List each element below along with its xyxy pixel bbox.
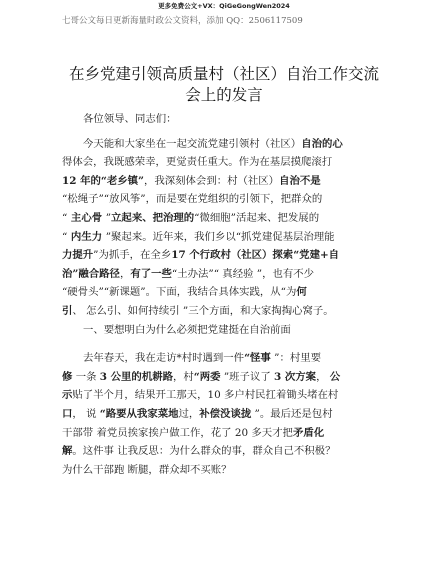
p1-text: ”三个方面，和大家掏掏心窝子。 bbox=[182, 304, 334, 317]
p1-line bbox=[62, 190, 392, 209]
p1-emphasis: “党建+自 bbox=[293, 249, 340, 262]
p2-text: ”班子议了 bbox=[220, 370, 271, 383]
p1-text: “新课题 bbox=[103, 286, 141, 299]
p1-text: 聚起来。近年来，我们乡以“抓党建促基层治理能 bbox=[111, 230, 335, 243]
p1-line bbox=[62, 265, 392, 284]
p2-text: ， bbox=[72, 407, 83, 420]
p1-line bbox=[62, 246, 392, 265]
p1-line bbox=[62, 209, 392, 228]
p2-emphasis: “两委 bbox=[193, 370, 221, 383]
p2-emphasis: “怪事 bbox=[244, 352, 271, 365]
p2-line bbox=[62, 349, 392, 368]
p2-text: 去年春天，我在走访*村时遇到一件 bbox=[83, 352, 245, 365]
p1-text: ”为抓手，在全乡 bbox=[93, 249, 172, 262]
p1-line bbox=[62, 302, 392, 321]
p1-text: 活起来、把发展的 bbox=[235, 211, 320, 224]
title-line-1: 在乡党建引领高质量村（社区）自治工作交流 bbox=[68, 65, 379, 83]
salutation: 各位领导、同志们： bbox=[83, 113, 177, 125]
p1-text: “ 真经验 ” bbox=[213, 267, 263, 280]
document-title bbox=[0, 64, 448, 106]
p1-emphasis: 引 bbox=[62, 304, 73, 317]
p2-line: 为什么干部跑 断腿，群众却不买账？ bbox=[62, 463, 232, 476]
p1-line bbox=[62, 172, 392, 191]
p1-emphasis: 17 个行政村（社区）探索 bbox=[171, 249, 294, 262]
document-body bbox=[62, 110, 392, 479]
p1-line: 得体会，我既感荣幸，更觉责任重大。作为在基层摸爬滚打 bbox=[62, 156, 333, 169]
p1-text: 、 怎么引、如何持续引 bbox=[72, 304, 183, 317]
p1-line bbox=[62, 283, 392, 302]
p2-emphasis: 修 bbox=[62, 370, 73, 383]
p1-text: ，也有不少 bbox=[262, 267, 315, 280]
p1-emphasis: 12 年的 bbox=[62, 174, 101, 187]
p1-emphasis: 力提升 bbox=[62, 249, 94, 262]
p1-emphasis: 立起来、把治理的 bbox=[111, 211, 195, 224]
section-heading: 一、要想明白为什么必须把党建挺在自治前面 bbox=[83, 323, 291, 336]
p2-text: 干部带 着党员挨家挨户做工作，花了 20 多天才把 bbox=[62, 426, 293, 439]
header-banner: 更多免费公文+VX：QiGeGongWen2024 bbox=[158, 2, 290, 10]
p1-emphasis: 有了一些 bbox=[130, 267, 172, 280]
p1-text: ，而是要在党组织的引领下，把群众的 bbox=[145, 193, 323, 206]
p2-line bbox=[62, 442, 392, 461]
p1-line bbox=[62, 228, 392, 247]
p2-emphasis: 解 bbox=[62, 445, 73, 458]
p1-text: “放风筝” bbox=[103, 193, 146, 206]
p1-emphasis: 治 bbox=[62, 267, 73, 280]
p2-text: ，村 bbox=[173, 370, 194, 383]
p1-text: ”。下面，我结合具体实践，从“为 bbox=[140, 286, 297, 299]
p2-emphasis: 3 公里的机耕路 bbox=[99, 370, 173, 383]
p2-emphasis: 公 bbox=[329, 370, 341, 383]
p1-text: ，我深刻体会到：村（社区） bbox=[143, 174, 280, 187]
p2-text: 过， bbox=[178, 407, 200, 420]
p1-text: “硬骨头” bbox=[62, 286, 104, 299]
p1-text: “松绳子” bbox=[62, 193, 104, 206]
p2-line bbox=[62, 405, 392, 424]
p1-text: ” bbox=[105, 211, 112, 224]
p1-emphasis: 内生力 bbox=[67, 230, 106, 243]
p2-line bbox=[62, 424, 392, 443]
p1-emphasis: 自治的心 bbox=[301, 137, 343, 150]
p2-text: ”：村里要 bbox=[270, 352, 322, 365]
p2-text: 一条 bbox=[75, 370, 97, 383]
p2-text: ， bbox=[316, 370, 327, 383]
p1-text: ” bbox=[105, 230, 112, 243]
p1-text: 今天能和大家坐在一起交流党建引领村（社区） bbox=[83, 137, 302, 150]
p2-emphasis: 口 bbox=[62, 407, 73, 420]
p2-emphasis: 示 bbox=[62, 389, 73, 402]
p1-text: ， bbox=[119, 267, 131, 280]
p2-text: 说 bbox=[82, 407, 100, 420]
p1-text: “ bbox=[62, 230, 68, 243]
p1-emphasis: 自治不是 bbox=[279, 174, 321, 187]
p1-emphasis: ”融合路径 bbox=[72, 267, 120, 280]
p2-text: 。这件事 让我反思：为什么群众的事，群众自己不积极？ bbox=[72, 445, 336, 458]
p2-emphasis: 3 次方案 bbox=[274, 370, 317, 383]
p2-text: 贴了半个月，结果开工那天，10 多户村民扛着锄头堵在村 bbox=[72, 389, 339, 402]
p1-text: “ bbox=[62, 211, 68, 224]
header-notice: 七哥公文每日更新海量时政公文资料，添加 QQ：2506117509 bbox=[62, 16, 303, 26]
p1-emphasis: 何 bbox=[296, 286, 307, 299]
p2-emphasis: 矛盾化 bbox=[292, 426, 325, 439]
p1-text: “微细胞” bbox=[194, 211, 236, 224]
title-line-2: 会上的发言 bbox=[185, 86, 263, 104]
p1-text: “土办法” bbox=[171, 267, 214, 280]
p2-line bbox=[62, 386, 392, 405]
p2-text: ”。最后还是包村 bbox=[251, 407, 333, 420]
p1-line bbox=[62, 135, 392, 154]
p1-emphasis: 主心骨 bbox=[67, 211, 106, 224]
p2-emphasis: 补偿没谈拢 bbox=[199, 407, 252, 420]
p2-emphasis: “路要从我家菜地 bbox=[99, 407, 179, 420]
p2-line bbox=[62, 368, 392, 387]
p1-emphasis: “老乡镇” bbox=[100, 174, 144, 187]
